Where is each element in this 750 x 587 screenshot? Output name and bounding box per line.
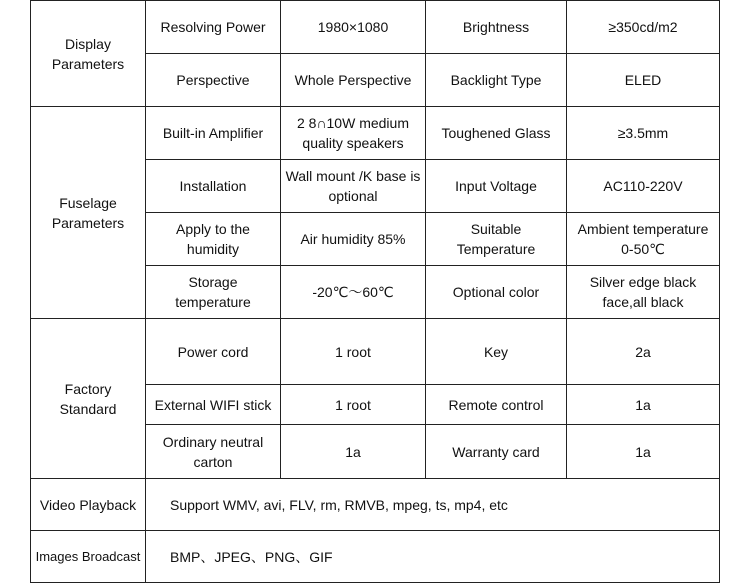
video-formats: Support WMV, avi, FLV, rm, RMVB, mpeg, ts, mp4, etc bbox=[146, 479, 720, 531]
spec-value: 1 root bbox=[281, 385, 426, 425]
spec-value: Whole Perspective bbox=[281, 54, 426, 107]
spec-label: Ordinary neutral carton bbox=[146, 425, 281, 479]
spec-label: Power cord bbox=[146, 319, 281, 385]
spec-value: ≥3.5mm bbox=[567, 107, 720, 160]
spec-value: Ambient temperature 0-50℃ bbox=[567, 213, 720, 266]
spec-label: Apply to the humidity bbox=[146, 213, 281, 266]
spec-value: AC110-220V bbox=[567, 160, 720, 213]
spec-value: Air humidity 85% bbox=[281, 213, 426, 266]
spec-value: -20℃～60℃ bbox=[281, 266, 426, 319]
spec-label: Warranty card bbox=[426, 425, 567, 479]
spec-label: Toughened Glass bbox=[426, 107, 567, 160]
section-display-label: Display Parameters bbox=[31, 1, 146, 107]
table-row bbox=[31, 319, 720, 385]
spec-label: External WIFI stick bbox=[146, 385, 281, 425]
spec-value: Silver edge black face,all black bbox=[567, 266, 720, 319]
table-row bbox=[31, 531, 720, 583]
spec-label: Perspective bbox=[146, 54, 281, 107]
spec-value: ≥350cd/m2 bbox=[567, 1, 720, 54]
spec-value: 2a bbox=[567, 319, 720, 385]
spec-label: Backlight Type bbox=[426, 54, 567, 107]
spec-value: 1a bbox=[567, 385, 720, 425]
spec-value: Wall mount /K base is optional bbox=[281, 160, 426, 213]
spec-label: Storage temperature bbox=[146, 266, 281, 319]
section-images-label: Images Broadcast bbox=[31, 531, 146, 583]
table-row bbox=[31, 107, 720, 160]
table-row bbox=[31, 479, 720, 531]
section-factory-label: Factory Standard bbox=[31, 319, 146, 479]
spec-label: Suitable Temperature bbox=[426, 213, 567, 266]
spec-value: 1980×1080 bbox=[281, 1, 426, 54]
section-video-label: Video Playback bbox=[31, 479, 146, 531]
spec-table bbox=[30, 0, 720, 583]
spec-label: Installation bbox=[146, 160, 281, 213]
section-fuselage-label: Fuselage Parameters bbox=[31, 107, 146, 319]
spec-label: Built-in Amplifier bbox=[146, 107, 281, 160]
spec-label: Key bbox=[426, 319, 567, 385]
spec-value: ELED bbox=[567, 54, 720, 107]
spec-label: Remote control bbox=[426, 385, 567, 425]
image-formats: BMP、JPEG、PNG、GIF bbox=[146, 531, 720, 583]
spec-label: Input Voltage bbox=[426, 160, 567, 213]
spec-value: 1a bbox=[281, 425, 426, 479]
table-row bbox=[31, 1, 720, 54]
spec-value: 2 8∩10W medium quality speakers bbox=[281, 107, 426, 160]
spec-value: 1a bbox=[567, 425, 720, 479]
spec-label: Brightness bbox=[426, 1, 567, 54]
spec-value: 1 root bbox=[281, 319, 426, 385]
spec-label: Optional color bbox=[426, 266, 567, 319]
spec-label: Resolving Power bbox=[146, 1, 281, 54]
